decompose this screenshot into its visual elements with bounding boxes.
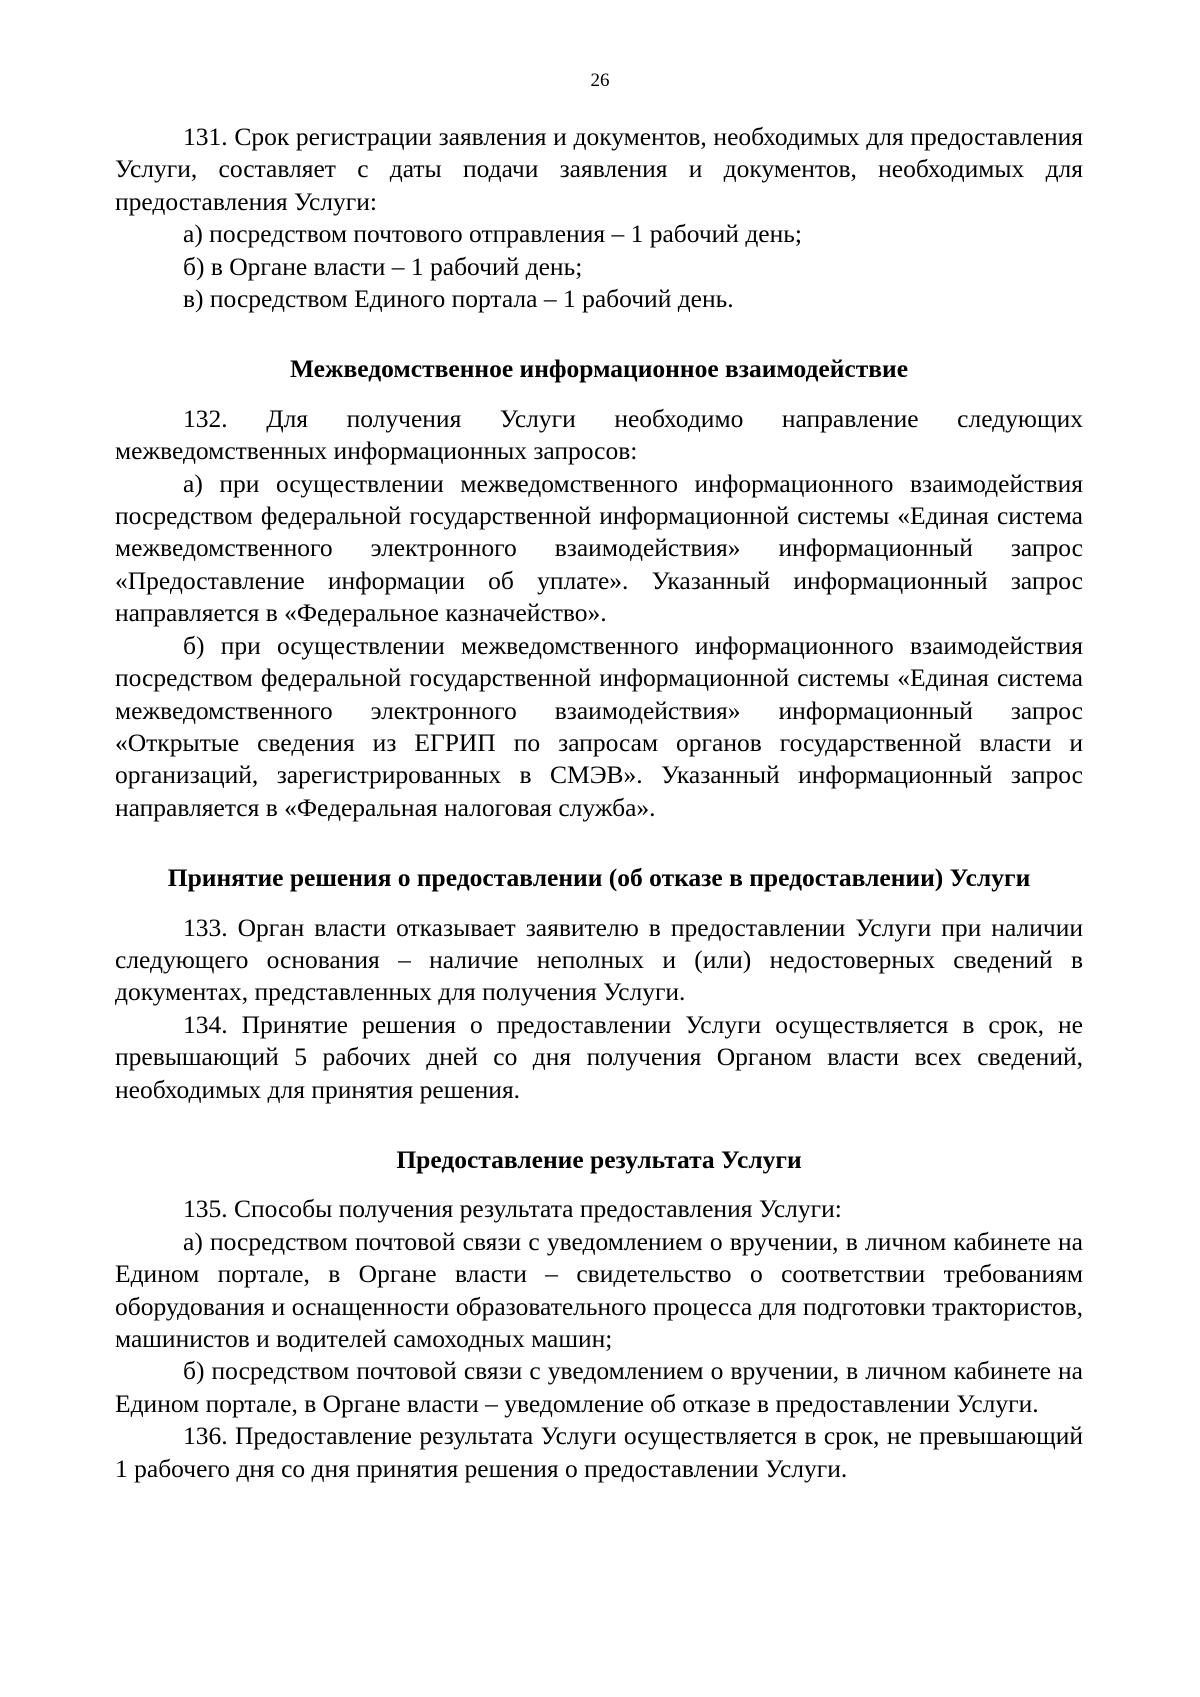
paragraph-132-a: а) при осуществлении межведомственного информационного взаимодействия посредством федеральной государственной информационной системы «Единая система межведомственного электронного взаимодействия» информационный запрос «Предоставление информации об уплате». Указанный информационный запрос направляется в «Федеральное казначейство». [115,468,1083,628]
section-heading-decision: Принятие решения о предоставлении (об отказе в предоставлении) Услуги [167,863,1031,893]
paragraph-132: 132. Для получения Услуги необходимо направление следующих межведомственных информационных запросов: [115,403,1083,466]
paragraph-131-a: а) посредством почтового отправления – 1 рабочий день; [183,219,802,249]
paragraph-131: 131. Срок регистрации заявления и документов, необходимых для предоставления Услуги, составляет с даты подачи заявления и документов, необходимых для предоставления Услуги: [115,122,1083,216]
paragraph-132-b: б) при осуществлении межведомственного информационного взаимодействия посредством федеральной государственной информационной системы «Единая система межведомственного электронного взаимодействия» информационный запрос «Открытые сведения из ЕГРИП по запросам органов государственной власти и организаций, зарегистрированных в СМЭВ». Указанный информационный запрос направляется в «Федеральная налоговая служба». [115,630,1083,822]
paragraph-135: 135. Способы получения результата предоставления Услуги: [183,1194,842,1224]
paragraph-134: 134. Принятие решения о предоставлении Услуги осуществляется в срок, не превышающий 5 рабочих дней со дня получения Органом власти всех сведений, необходимых для принятия решения. [115,1009,1083,1104]
page-number: 26 [590,70,610,91]
paragraph-133: 133. Орган власти отказывает заявителю в предоставлении Услуги при наличии следующего основания – наличие неполных и (или) недостоверных сведений в документах, представленных для получения Услуги. [115,912,1083,1007]
document-body [115,121,1083,1485]
section-heading-result: Предоставление результата Услуги [396,1144,802,1174]
paragraph-131-b: б) в Органе власти – 1 рабочий день; [183,251,583,281]
paragraph-135-b: б) посредством почтовой связи с уведомлением о вручении, в личном кабинете на Едином портале, в Органе власти – уведомление об отказе в предоставлении Услуги. [115,1356,1083,1418]
paragraph-135-a: а) посредством почтовой связи с уведомлением о вручении, в личном кабинете на Едином портале, в Органе власти – свидетельство о соответствии требованиям оборудования и оснащенности образовательного процесса для подготовки трактористов, машинистов и водителей самоходных машин; [115,1226,1083,1353]
paragraph-131-v: в) посредством Единого портала – 1 рабочий день. [183,284,734,314]
paragraph-136: 136. Предоставление результата Услуги осуществляется в срок, не превышающий 1 рабочего дня со дня принятия решения о предоставлении Услуги. [115,1421,1083,1483]
section-heading-interagency: Межведомственное информационное взаимодействие [289,354,909,384]
